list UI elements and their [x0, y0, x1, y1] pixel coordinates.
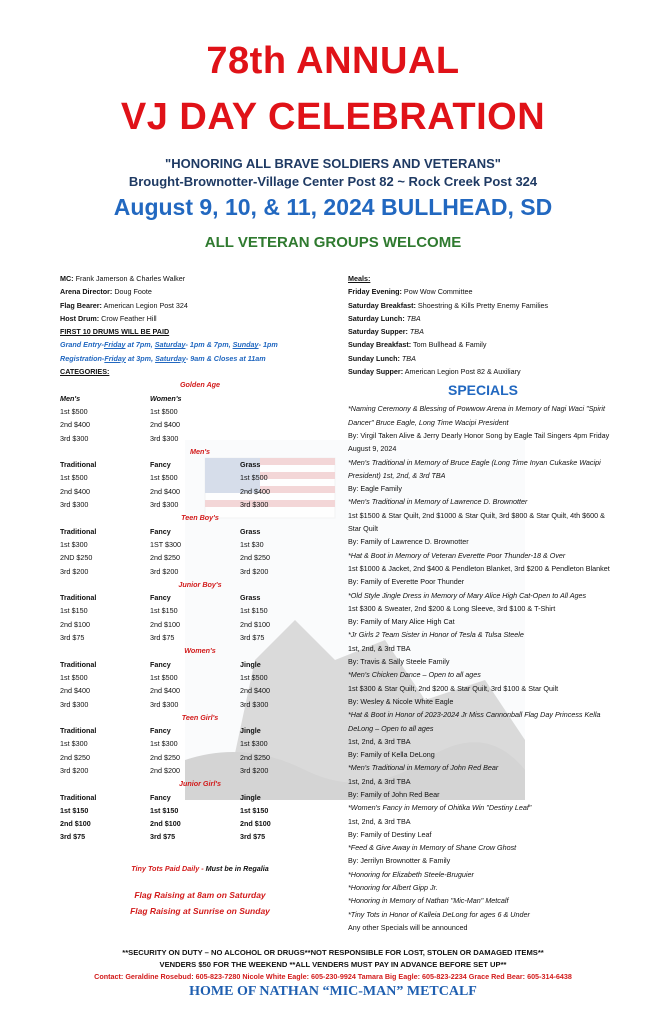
prize-cell: 3rd $300 — [60, 433, 89, 443]
prize-cell: 2nd $400 — [60, 686, 90, 696]
special-line: 1st $1500 & Star Quilt, 2nd $1000 & Star Quilt, 3rd $800 & Star Quilt, 4th $600 & Star Quilt — [348, 510, 605, 534]
prize-cell: 2nd $250 — [240, 752, 270, 762]
prize-cell: 2nd $250 — [240, 553, 270, 563]
special-line: By: Virgil Taken Alive & Jerry Dearly Honor Song by Eagle Tail Singers 4pm Friday August 9, 2024 — [348, 430, 610, 454]
special-line: By: Family of Destiny Leaf — [348, 829, 432, 839]
golden-age-cols: Men's Women's — [60, 393, 182, 403]
meal-row — [348, 365, 618, 378]
section-heading: Men's — [189, 446, 211, 456]
prize-cell: 1st $500 — [240, 672, 268, 682]
special-line: *Men's Traditional in Memory of Lawrence D. Brownotter — [348, 497, 528, 507]
section-columns — [60, 525, 340, 538]
prize-cell: 3rd $300 — [240, 699, 269, 709]
prize-cell: 1ST $300 — [150, 539, 182, 549]
category-sections — [60, 445, 340, 844]
golden-age-row — [60, 432, 340, 445]
section-columns — [60, 591, 340, 604]
prize-cell: 3rd $300 — [60, 500, 89, 510]
posts-line: Brought-Brownotter-Village Center Post 82 ~ Rock Creek Post 324 — [128, 174, 538, 189]
flag-raising-sunday: Flag Raising at Sunrise on Sunday — [130, 906, 270, 917]
prize-cell: 2nd $100 — [240, 619, 270, 629]
column-header: Fancy — [150, 593, 171, 603]
title-line-1: 78th ANNUAL — [206, 40, 460, 82]
prize-cell: 2nd $400 — [240, 486, 270, 496]
meal-label: Saturday Breakfast: — [348, 300, 416, 310]
special-line: 1st $1000 & Jacket, 2nd $400 & Pendleton Blanket, 3rd $200 & Pendleton Blanket — [348, 563, 610, 573]
dates-line: August 9, 10, & 11, 2024 BULLHEAD, SD — [113, 194, 553, 220]
special-line: *Men's Traditional in Memory of Bruce Eagle (Long Time Inyan Cukaske Wacipi President) 1st, 2nd, & 3rd TBA — [348, 457, 601, 480]
prize-cell: 1st $300 — [150, 739, 178, 749]
prize-row — [60, 471, 340, 484]
meal-host: Tom Bullhead & Family — [411, 340, 487, 350]
column-header: Fancy — [150, 726, 171, 736]
home-of-line: HOME OF NATHAN “MIC-MAN” METCALF — [189, 984, 477, 999]
welcome-line: ALL VETERAN GROUPS WELCOME — [204, 234, 462, 251]
prize-cell: 3rd $200 — [60, 765, 89, 775]
special-line: By: Eagle Family — [348, 484, 402, 494]
prize-cell: 1st $500 — [60, 672, 88, 682]
section-heading: Teen Boy's — [181, 513, 219, 523]
prize-cell: 1st $150 — [60, 606, 88, 616]
prize-cell: 2nd $100 — [240, 819, 271, 829]
prize-row — [60, 671, 340, 684]
special-line: *Naming Ceremony & Blessing of Powwow Arena in Memory of Nagi Waci "Spirit Dancer" Bruce Eagle, Long Time Wacipi President — [348, 404, 606, 427]
prize-cell: 1st $300 — [240, 739, 268, 749]
grand-entry-row: Grand Entry-Friday at 7pm, Saturday- 1pm & 7pm, Sunday- 1pm — [60, 340, 278, 350]
prize-row — [60, 737, 340, 750]
prize-cell: 3rd $200 — [240, 566, 269, 576]
prize-cell: 1st $150 — [60, 805, 89, 815]
special-line: *Men's Traditional in Memory of John Red Bear — [348, 763, 499, 773]
meal-row — [348, 285, 618, 298]
section-heading: Women's — [184, 646, 216, 656]
column-header: Grass — [240, 593, 261, 603]
prize-row — [60, 565, 340, 578]
meal-host: TBA — [407, 327, 424, 337]
prize-cell: 2nd $100 — [150, 819, 181, 829]
prize-cell: 1st $150 — [240, 805, 269, 815]
special-line: Any other Specials will be announced — [348, 922, 468, 932]
categories-heading: CATEGORIES: — [60, 367, 110, 377]
section-heading: Junior Girl's — [178, 779, 222, 789]
prize-cell: 1st $150 — [150, 805, 179, 815]
honoring-line: "HONORING ALL BRAVE SOLDIERS AND VETERANS" — [165, 156, 501, 171]
prize-row — [60, 551, 340, 564]
prize-cell: 3rd $75 — [150, 633, 175, 643]
right-column — [348, 272, 618, 934]
prize-cell: 2nd $400 — [150, 420, 180, 430]
column-header: Traditional — [60, 460, 97, 470]
column-header: Traditional — [60, 593, 97, 603]
special-line: *Hat & Boot in Honor of 2023-2024 Jr Miss Cannonball Flag Day Princess Kella DeLong – Open to all ages — [348, 710, 601, 733]
meal-host: Pow Wow Committee — [401, 287, 473, 297]
meal-row — [348, 352, 618, 365]
column-header: Traditional — [60, 726, 97, 736]
prize-cell: 2nd $250 — [60, 752, 90, 762]
special-line: By: Family of Lawrence D. Brownotter — [348, 537, 469, 547]
column-header: Fancy — [150, 460, 171, 470]
special-line: 1st, 2nd, & 3rd TBA — [348, 816, 411, 826]
column-header: Fancy — [150, 659, 171, 669]
prize-row — [60, 538, 340, 551]
prize-cell: 3rd $300 — [150, 699, 179, 709]
meal-label: Saturday Lunch: — [348, 313, 405, 323]
prize-cell: 1st $500 — [150, 406, 178, 416]
meal-row — [348, 299, 618, 312]
column-header: Fancy — [150, 792, 171, 802]
meal-label: Saturday Supper: — [348, 327, 408, 337]
prize-cell: 2nd $250 — [150, 752, 180, 762]
special-line: By: Family of Kella DeLong — [348, 750, 435, 760]
meal-label: Sunday Lunch: — [348, 353, 400, 363]
prize-cell: 1st $30 — [240, 539, 264, 549]
tiny-tots-line: Tiny Tots Paid Daily - Must be in Regalia — [131, 863, 269, 873]
prize-cell: 2nd $100 — [60, 819, 91, 829]
prize-cell: 1st $500 — [150, 672, 178, 682]
meal-host: Shoestring & Kills Pretty Enemy Families — [415, 300, 549, 310]
prize-cell: 1st $300 — [60, 539, 88, 549]
golden-age-row — [60, 405, 340, 418]
prize-cell: 1st $500 — [150, 473, 178, 483]
column-header: Fancy — [150, 526, 171, 536]
prize-cell: 3rd $300 — [60, 699, 89, 709]
prize-row — [60, 684, 340, 697]
meal-host: TBA — [399, 353, 416, 363]
specials-heading: SPECIALS — [447, 382, 518, 399]
special-line: By: Travis & Sally Steele Family — [348, 657, 450, 667]
prize-cell: 3rd $200 — [150, 566, 179, 576]
arena-row: Arena Director: Doug Foote — [60, 287, 152, 297]
meal-host: TBA — [404, 313, 421, 323]
column-header: Traditional — [60, 526, 97, 536]
host-drum-row: Host Drum: Crow Feather Hill — [60, 313, 157, 323]
golden-age-rows — [60, 405, 340, 445]
prize-cell: 2nd $400 — [150, 486, 180, 496]
special-line: By: Family of John Red Bear — [348, 789, 440, 799]
section-heading: Teen Girl's — [181, 712, 219, 722]
flag-bearer-row: Flag Bearer: American Legion Post 324 — [60, 300, 188, 310]
special-line: 1st, 2nd, & 3rd TBA — [348, 643, 411, 653]
prize-cell: 1st $500 — [240, 473, 268, 483]
prize-cell: 3rd $300 — [240, 500, 269, 510]
prize-cell: 2nd $400 — [150, 686, 180, 696]
special-line: By: Family of Mary Alice High Cat — [348, 617, 455, 627]
column-header: Traditional — [60, 659, 97, 669]
prize-cell: 1st $500 — [60, 406, 88, 416]
prize-cell: 1st $150 — [150, 606, 178, 616]
special-line: *Women's Fancy in Memory of Ohitika Win "Destiny Leaf" — [348, 803, 532, 813]
prize-cell: 3rd $75 — [60, 633, 85, 643]
meal-host: American Legion Post 82 & Auxiliary — [403, 367, 521, 377]
prize-row — [60, 817, 340, 830]
special-line: *Honoring for Elizabeth Steele-Bruguier — [348, 869, 474, 879]
section-columns — [60, 658, 340, 671]
prize-cell: 3rd $300 — [150, 433, 179, 443]
special-line: *Honoring for Albert Gipp Jr. — [348, 883, 438, 893]
special-line: *Feed & Give Away in Memory of Shane Crow Ghost — [348, 843, 517, 853]
left-column — [60, 272, 340, 919]
column-header: Grass — [240, 460, 261, 470]
prize-cell: 3rd $200 — [60, 566, 89, 576]
section-columns — [60, 458, 340, 471]
special-line: *Hat & Boot in Memory of Veteran Everette Poor Thunder-18 & Over — [348, 550, 566, 560]
column-header: Jingle — [240, 659, 261, 669]
prize-row — [60, 604, 340, 617]
meal-row — [348, 338, 618, 351]
prize-cell: 3rd $300 — [150, 500, 179, 510]
meal-label: Sunday Breakfast: — [348, 340, 412, 350]
flag-raising-saturday: Flag Raising at 8am on Saturday — [134, 890, 266, 901]
mc-row: MC: Frank Jamerson & Charles Walker — [60, 274, 186, 283]
special-line: By: Family of Everette Poor Thunder — [348, 577, 465, 587]
prize-row — [60, 631, 340, 644]
special-line: *Tiny Tots in Honor of Kalleia DeLong for ages 6 & Under — [348, 909, 530, 919]
column-header: Traditional — [60, 792, 97, 802]
section-heading: Junior Boy's — [178, 579, 222, 589]
special-line: *Old Style Jingle Dress in Memory of Mary Alice High Cat-Open to All Ages — [348, 590, 587, 600]
prize-cell: 1st $150 — [240, 606, 268, 616]
prize-row — [60, 618, 340, 631]
meal-row — [348, 325, 618, 338]
registration-row: Registration-Friday at 3pm, Saturday- 9am & Closes at 11am — [60, 353, 266, 363]
special-line: By: Wesley & Nicole White Eagle — [348, 696, 454, 706]
security-notice: **SECURITY ON DUTY – NO ALCOHOL OR DRUGS**NOT RESPONSIBLE FOR LOST, STOLEN OR DAMAGED ITEMS** — [122, 948, 544, 957]
prize-row — [60, 498, 340, 511]
prize-cell: 3rd $75 — [240, 633, 265, 643]
section-columns — [60, 724, 340, 737]
column-header: Grass — [240, 526, 261, 536]
prize-row — [60, 698, 340, 711]
prize-cell: 2nd $200 — [150, 765, 180, 775]
meals-heading: Meals: — [348, 274, 371, 283]
special-line: *Men's Chicken Dance – Open to all ages — [348, 670, 481, 680]
column-header: Jingle — [240, 792, 261, 802]
meal-list — [348, 285, 618, 378]
special-line: 1st, 2nd, & 3rd TBA — [348, 776, 411, 786]
meal-row — [348, 312, 618, 325]
special-line: 1st, 2nd, & 3rd TBA — [348, 736, 411, 746]
prize-cell: 3rd $200 — [240, 765, 269, 775]
special-line: By: Jerrilyn Brownotter & Family — [348, 856, 451, 866]
prize-row — [60, 764, 340, 777]
prize-cell: 2nd $400 — [60, 420, 90, 430]
column-header: Jingle — [240, 726, 261, 736]
prize-cell: 1st $300 — [60, 739, 88, 749]
prize-cell: 2nd $100 — [60, 619, 90, 629]
prize-row — [60, 751, 340, 764]
section-columns — [60, 791, 340, 804]
special-line: 1st $300 & Star Quilt, 2nd $200 & Star Quilt, 3rd $100 & Star Quilt — [348, 683, 559, 693]
special-line: *Jr Girls 2 Team Sister in Honor of Tesla & Tulsa Steele — [348, 630, 524, 640]
golden-age-row — [60, 418, 340, 431]
contact-line: Contact: Geraldine Rosebud: 605-823-7280 Nicole White Eagle: 605-230-9924 Tamara Big Eagle: 605-823-2234 Grace Red Bear: 605-314-6438 — [94, 972, 572, 981]
prize-row — [60, 830, 340, 843]
title-line-2: VJ DAY CELEBRATION — [120, 96, 546, 138]
prize-row — [60, 485, 340, 498]
meal-label: Sunday Supper: — [348, 367, 404, 377]
prize-cell: 1st $500 — [60, 473, 88, 483]
prize-cell: 3rd $75 — [240, 832, 266, 842]
first-10-drums: FIRST 10 DRUMS WILL BE PAID — [60, 327, 170, 337]
prize-cell: 2ND $250 — [60, 553, 93, 563]
vendors-notice: VENDERS $50 FOR THE WEEKEND **ALL VENDERS MUST PAY IN ADVANCE BEFORE SET UP** — [159, 960, 507, 969]
golden-age-heading: Golden Age — [179, 380, 221, 390]
prize-row — [60, 804, 340, 817]
meal-label: Friday Evening: — [348, 287, 402, 297]
prize-cell: 2nd $400 — [60, 486, 90, 496]
specials-list — [348, 402, 618, 934]
prize-cell: 2nd $400 — [240, 686, 270, 696]
prize-cell: 2nd $100 — [150, 619, 180, 629]
prize-cell: 3rd $75 — [150, 832, 176, 842]
special-line: 1st $300 & Sweater, 2nd $200 & Long Sleeve, 3rd $100 & T-Shirt — [348, 603, 556, 613]
prize-cell: 3rd $75 — [60, 832, 86, 842]
special-line: *Honoring in Memory of Nathan "Mic-Man" Metcalf — [348, 896, 509, 906]
prize-cell: 2nd $250 — [150, 553, 180, 563]
